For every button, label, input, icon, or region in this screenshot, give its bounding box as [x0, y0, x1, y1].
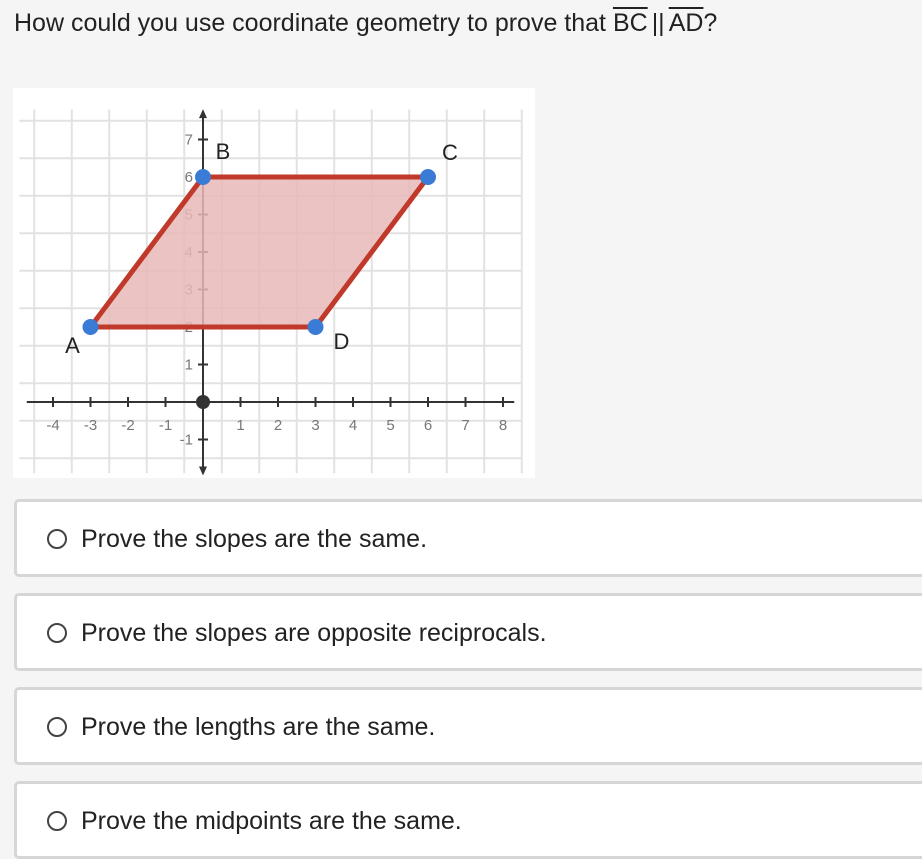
parallel-symbol: ||: [651, 9, 665, 37]
question-suffix: ?: [703, 9, 718, 37]
choice-option-1[interactable]: [14, 499, 922, 577]
choice-label: Prove the slopes are opposite reciprocals.: [81, 619, 547, 647]
y-tick-label: 7: [184, 131, 193, 149]
x-tick-label: -1: [158, 417, 173, 434]
origin-point: [196, 395, 210, 409]
choice-option-3[interactable]: [14, 687, 922, 765]
x-tick-label: -2: [121, 417, 135, 434]
x-tick-label: -3: [83, 417, 98, 434]
coordinate-graph: [13, 88, 535, 478]
y-tick-label: -1: [179, 431, 193, 449]
radio-button[interactable]: [47, 623, 67, 643]
question-prefix: How could you use coordinate geometry to prove that: [14, 9, 613, 37]
vertex-point-a: [83, 319, 99, 335]
question-text: [14, 6, 717, 40]
vertex-point-b: [195, 169, 211, 185]
x-tick-label: 6: [423, 417, 433, 434]
x-tick-label: -4: [46, 417, 60, 434]
graph-canvas: [13, 88, 535, 478]
choice-option-4[interactable]: [14, 781, 922, 859]
x-tick-label: 8: [498, 417, 508, 434]
segment-bc: $\overline{BC}$: [612, 9, 648, 37]
x-tick-label: 5: [386, 417, 395, 434]
x-tick-label: 2: [273, 417, 283, 434]
choice-option-2[interactable]: [14, 593, 922, 671]
vertex-point-d: [308, 319, 324, 335]
vertex-label-d: D: [333, 329, 350, 354]
radio-button[interactable]: [47, 811, 67, 831]
vertex-point-c: [420, 169, 436, 185]
choice-label: Prove the lengths are the same.: [81, 713, 436, 741]
radio-button[interactable]: [47, 529, 67, 549]
y-tick-label: 1: [184, 356, 193, 374]
y-axis-arrow: [199, 109, 207, 118]
segment-ad: $\overline{AD}$: [668, 9, 704, 37]
choice-label: Prove the slopes are the same.: [81, 525, 428, 553]
x-tick-label: 1: [236, 417, 245, 434]
x-tick-label: 3: [311, 417, 320, 434]
choice-label: Prove the midpoints are the same.: [81, 807, 462, 835]
parallelogram-abcd: [91, 177, 429, 327]
y-axis-arrow: [199, 467, 207, 476]
x-tick-label: 7: [461, 417, 470, 434]
radio-button[interactable]: [47, 717, 67, 737]
y-tick-label: 6: [184, 169, 193, 186]
vertex-label-b: B: [215, 139, 231, 164]
vertex-label-c: C: [442, 140, 458, 165]
x-tick-label: 4: [348, 417, 358, 434]
vertex-label-a: A: [65, 333, 80, 358]
